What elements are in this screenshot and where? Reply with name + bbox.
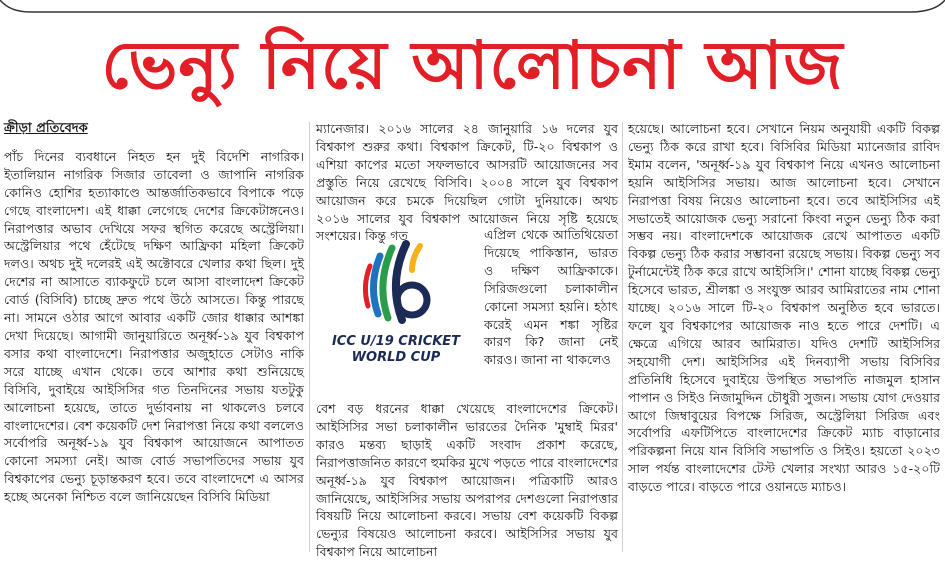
top-border-frame [0,0,945,14]
logo-line-1: ICC U/19 CRICKET [331,334,461,349]
headline: ভেন্যু নিয়ে আলোচনা আজ [101,27,844,104]
column-1-text: পাঁচ দিনের ব্যবধানে নিহত হন দুই বিদেশি নাগরিক। ইতালিয়ান নাগরিক সিজার তাবেলা ও জাপানি নাগরিক কোনিও হোশির হত্যাকাণ্ডে আন্তর্জাতিকভাবে বিপাকে পড়ে গেছে বাংলাদেশ। এই ধাক্কা লেগেছে দেশের ক্রিকেটাঙ্গনেও। নিরাপত্তার অভাব দেখিয়ে সফর স্থগিত করেছে অস্ট্রেলিয়া। অস্ট্রেলিয়ার পথে হেঁটেছে দক্ষিণ আফ্রিকা মহিলা ক্রিকেট দলও। অথচ দুই দলেরই এই অক্টোবরে খেলার কথা ছিল। দুই দেশের না আসাতে ব্যাকফুটে চলে আসা বাংলাদেশ ক্রিকেট বোর্ড (বিসিবি) চাচ্ছে দ্রুত পথে উঠে আসতে। কিন্তু পারছে না। সামনে ওঠার আগে আবার একটি জোর ধাক্কার আশঙ্কা দেখা দিয়েছে। আগামী জানুয়ারিতে অনূর্ধ্ব-১৯ যুব বিশ্বকাপ বসার কথা বাংলাদেশে। নিরাপত্তার অজুহাতে সেটাও নাকি সরে যাচ্ছে এখান থেকে। তবে আশার কথা শুনিয়েছে বিসিবি, দুবাইয়ে আইসিসির গত তিনদিনের সভায় যতটুকু আলোচনা হয়েছে, তাতে দুর্ভাবনায় না থাকলেও চলবে বাংলাদেশের। বেশ কয়েকটি দেশ নিরাপত্তা নিয়ে কথা বললেও সর্বোপরি অনূর্ধ্ব-১৯ যুব বিশ্বকাপ আয়োজনে আপাতত কোনো সমস্যা নেই। আজ বোর্ড সভাপতিদের সভায় যুব বিশ্বকাপের ভেন্যু চূড়ান্তকরণ হবে। তবে বাংলাদেশে এ আসর হচ্ছে অনেকা নিশ্চিত বলে জানিয়েছেন বিসিবি মিডিয়া [4,148,304,505]
logo-line-2: WORLD CUP [351,350,441,365]
column-2-bottom-text: বেশ বড় ধরনের ধাক্কা খেয়েছে বাংলাদেশের ক্রিকেট। আইসিসির সভা চলাকালীন ভারতের দৈনিক 'মুম্বাই মিরর' কারও মন্তব্য ছাড়াই একটি সংবাদ প্রকাশ করেছে, নিরাপত্তাজনিত কারণে হুমকির মুখে পড়তে পারে বাংলাদেশের অনূর্ধ্ব-১৯ যুব বিশ্বকাপ আয়োজন। পত্রিকাটি আরও জানিয়েছে, আইসিসির সভায় অপরাপর দেশগুলো নিরাপত্তার বিষয়টি নিয়ে আলোচনা করবে। সভায় বেশ কয়েকটি বিকল্প ভেন্যুর বিষয়েও আলোচনা করবে। আইসিসির সভায় যুব বিশ্বকাপ নিয়ে আলোচনা [316,401,618,560]
article-column-2 [316,120,618,560]
icc-u19-world-cup-logo [316,226,476,400]
column-2-top-text: ম্যানেজার। ২০১৬ সালের ২৪ জানুয়ারি ১৬ দলের যুব বিশ্বকাপ শুরুর কথা। বিশ্বকাপ ক্রিকেট, টি-২০ বিশ্বকাপ ও এশিয়া কাপের মতো সফলভাবে আসরটি আয়োজনের সব প্রস্তুতি নিয়ে রেখেছে বিসিবি। ২০০৪ সালে যুব বিশ্বকাপ আয়োজন করে চমকে দিয়েছিল গোটা দুনিয়াকে। অথচ ২০১৬ সালের যুব বিশ্বকাপ আয়োজন নিয়ে সৃষ্টি হয়েছে সংশয়ের। কিন্তু গত [316,121,618,244]
cricket-swirl-icon [316,226,476,334]
column-divider [622,122,623,552]
column-2-side-text: এপ্রিল থেকে আতিথিয়েতা দিয়েছে পাকিস্তান, ভারত ও দক্ষিণ আফ্রিকাকে। সিরিজগুলো চলাকালীন কোনো সমস্যা হয়নি। হঠাৎ করেই এমন শঙ্কা সৃষ্টির কারণ কি? জানা নেই কারও। জানা না থাকলেও [484,227,618,368]
column-3-text: হয়েছে। আলোচনা হবে। সেখানে নিয়ম অনুযায়ী একটি বিকল্প ভেন্যু ঠিক করে রাখা হবে। বিসিবির মিডিয়া ম্যানেজার রাবিদ ইমাম বলেন, 'অনূর্ধ্ব-১৯ যুব বিশ্বকাপ নিয়ে এখনও আলোচনা হয়নি আইসিসির সভায়। আজ আলোচনা হবে। সেখানে নিরাপত্তা বিষয় নিয়েও আলোচনা হবে। তবে আইসিসির এই সভাতেই আয়োজক ভেন্যু সরানো কিংবা নতুন ভেন্যু ঠিক করা সম্ভব নয়। বাংলাদেশকে আয়োজক রেখে আপাতত একটি বিকল্প ভেন্যু ঠিক করার সম্ভাবনা রয়েছে সভায়। বিকল্প ভেন্যু সব টুর্নামেন্টেই ঠিক করে রাখে আইসিসি।' শোনা যাচ্ছে বিকল্প ভেন্যু হিসেবে ভারত, শ্রীলঙ্কা ও সংযুক্ত আরব আমিরাতের নাম শোনা যাচ্ছে। ২০১৬ সালে টি-২০ বিশ্বকাপ অনুষ্ঠিত হবে ভারতে। ফলে যুব বিশ্বকাপের আয়োজক নাও হতে পারে দেশটি। এ ক্ষেত্রে এগিয়ে আরব আমিরাত। যদিও দেশটি আইসিসির সহযোগী দেশ। আইসিসির এই দিনব্যাপী সভায় বিসিবির প্রতিনিধি হিসেবে দুবাইয়ে উপস্থিত সভাপতি নাজমুল হাসান পাপান ও সিইও নিজামুদ্দিন চৌধুরী সুজন। সভায় যোগ দেওয়ার আগে জিম্বাবুয়ের বিপক্ষে সিরিজ, অস্ট্রেলিয়া সিরিজ এবং সর্বোপরি এফটিপিতে বাংলাদেশের ক্রিকেট ম্যাচ বাড়ানোর পরিকল্পনা নিয়ে যান বিসিবি সভাপতি ও সিইও। হয়তো ২০২৩ সাল পর্যন্ত বাংলাদেশের টেস্ট খেলার সংখ্যা আরও ১৫-২০টি বাড়তে পারে। বাড়তে পারে ওয়ানডে ম্যাচও। [628,121,940,495]
column-divider [309,122,310,552]
article-column-3 [628,120,940,552]
byline: ক্রীড়া প্রতিবেদক [4,121,88,136]
article-column-1 [4,120,304,552]
